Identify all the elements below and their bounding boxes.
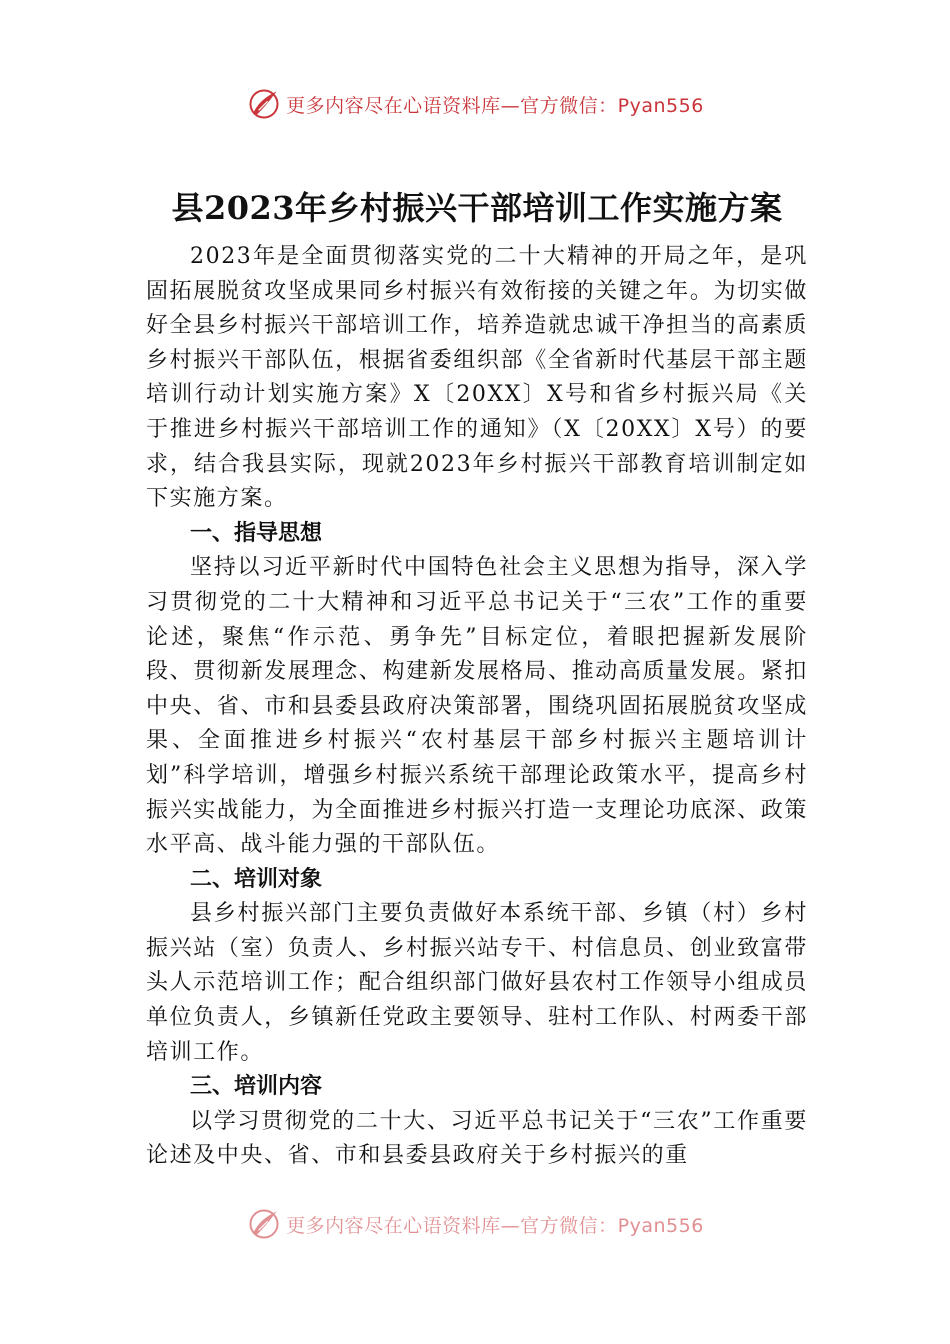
- section-paragraph-training-content: 以学习贯彻党的二十大、习近平总书记关于“三农”工作重要论述及中央、省、市和县委县政府关于乡村振兴的重: [146, 1108, 808, 1169]
- watermark-text: 更多内容尽在心语资料库—官方微信：Pyan556: [286, 1214, 704, 1237]
- document-body: [146, 186, 808, 1174]
- section-heading-training-content: 三、培训内容: [190, 1074, 323, 1100]
- header-watermark: [0, 84, 950, 124]
- footer-watermark: [0, 1204, 950, 1244]
- section-heading-training-targets: 二、培训对象: [190, 866, 323, 892]
- watermark-text: 更多内容尽在心语资料库—官方微信：Pyan556: [286, 94, 704, 117]
- document-title: 县2023年乡村振兴干部培训工作实施方案: [171, 189, 783, 227]
- pen-nib-logo-icon: [246, 86, 282, 122]
- section-heading-guiding-thought: 一、指导思想: [190, 520, 323, 546]
- section-paragraph-training-targets: 县乡村振兴部门主要负责做好本系统干部、乡镇（村）乡村振兴站（室）负责人、乡村振兴站专干、村信息员、创业致富带头人示范培训工作；配合组织部门做好县农村工作领导小组成员单位负责人，乡镇新任党政主要领导、驻村工作队、村两委干部培训工作。: [146, 901, 808, 1065]
- intro-paragraph: 2023年是全面贯彻落实党的二十大精神的开局之年，是巩固拓展脱贫攻坚成果同乡村振兴有效衔接的关键之年。为切实做好全县乡村振兴干部培训工作，培养造就忠诚干净担当的高素质乡村振兴干部队伍，根据省委组织部《全省新时代基层干部主题培训行动计划实施方案》X〔20XX〕X号和省乡村振兴局《关于推进乡村振兴干部培训工作的通知》（X〔20XX〕X号）的要求，结合我县实际，现就2023年乡村振兴干部教育培训制定如下实施方案。: [146, 244, 808, 512]
- pen-nib-logo-icon: [246, 1206, 282, 1242]
- section-paragraph-guiding-thought: 坚持以习近平新时代中国特色社会主义思想为指导，深入学习贯彻党的二十大精神和习近平总书记关于“三农”工作的重要论述，聚焦“作示范、勇争先”目标定位，着眼把握新发展阶段、贯彻新发展理念、构建新发展格局、推动高质量发展。紧扣中央、省、市和县委县政府决策部署，围绕巩固拓展脱贫攻坚成果、全面推进乡村振兴“农村基层干部乡村振兴主题培训计划”科学培训，增强乡村振兴系统干部理论政策水平，提高乡村振兴实战能力，为全面推进乡村振兴打造一支理论功底深、政策水平高、战斗能力强的干部队伍。: [146, 555, 808, 858]
